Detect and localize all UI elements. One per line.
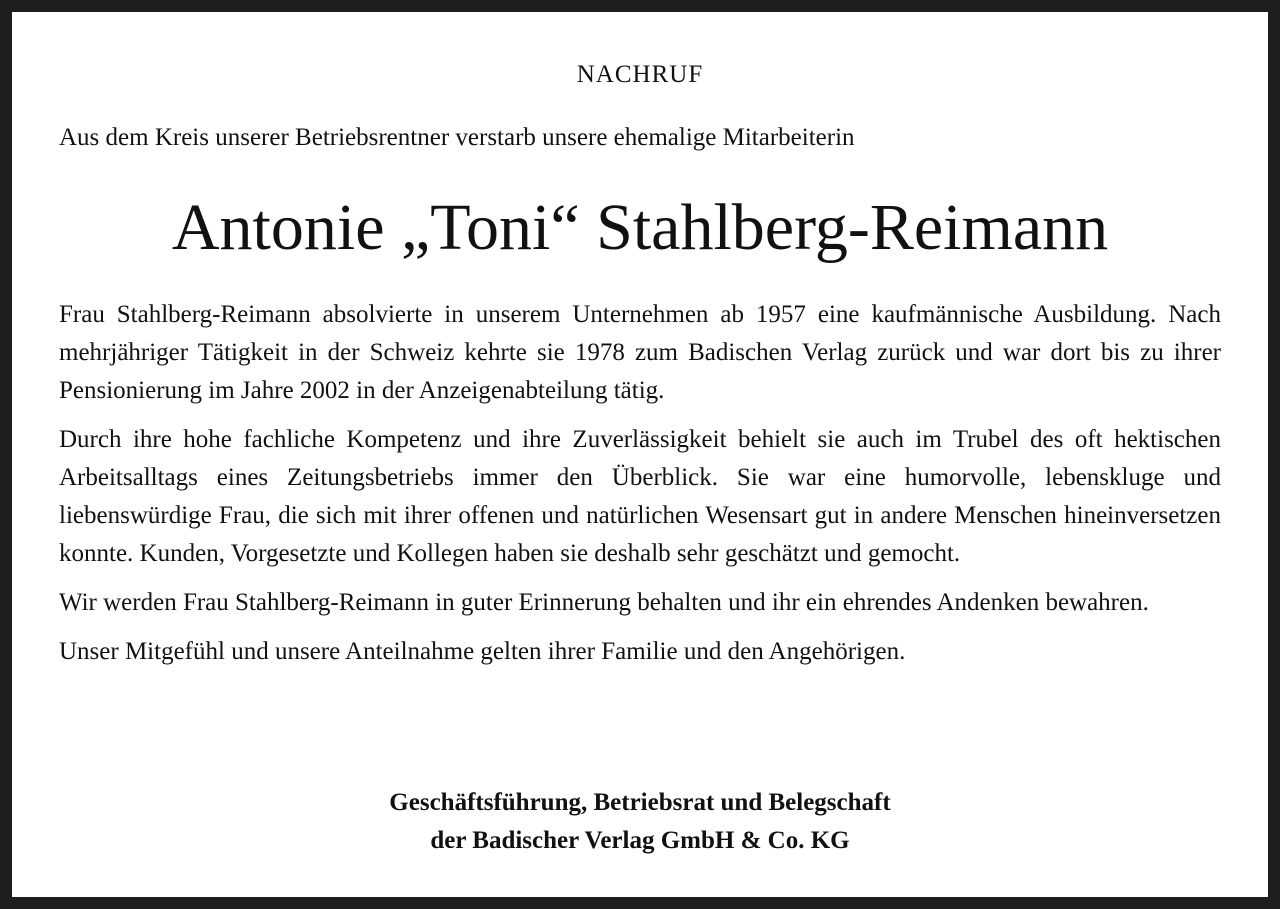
body-paragraph-character: Durch ihre hohe fachliche Kompetenz und ihre Zuverlässigkeit behielt sie auch im Trubel des oft hektischen Arbeitsalltags eines Zeitungsbetriebs immer den Überblick. Sie war eine humorvolle, lebenskluge und liebenswürdige Frau, die sich mit ihrer offenen und natürlichen Wesensart gut in andere Menschen hineinversetzen konnte. Kunden, Vorgesetzte und Kollegen haben sie deshalb sehr geschätzt und gemocht. [59,426,1221,567]
notice-body [59,296,1221,682]
body-paragraph-remembrance: Wir werden Frau Stahlberg-Reimann in guter Erinnerung behalten und ihr ein ehrendes Andenken bewahren. [59,589,1149,616]
obituary-notice [12,12,1268,897]
body-paragraph-condolence: Unser Mitgefühl und unsere Anteilnahme gelten ihrer Familie und den Angehörigen. [59,638,906,665]
notice-heading: NACHRUF [576,61,704,88]
signature-block [12,784,1268,860]
intro-line: Aus dem Kreis unserer Betriebsrentner verstarb unsere ehemalige Mitarbeiterin [59,124,855,151]
body-paragraph-career: Frau Stahlberg-Reimann absolvierte in unserem Unternehmen ab 1957 eine kaufmännische Ausbildung. Nach mehrjähriger Tätigkeit in der Schweiz kehrte sie 1978 zum Badischen Verlag zurück und war dort bis zu ihrer Pensionierung im Jahre 2002 in der Anzeigenabteilung tätig. [59,301,1221,404]
signature-line-2: der Badischer Verlag GmbH & Co. KG [430,827,850,854]
deceased-name: Antonie „Toni“ Stahlberg-Reimann [171,191,1109,264]
signature-line-1: Geschäftsführung, Betriebsrat und Belegschaft [389,789,891,816]
